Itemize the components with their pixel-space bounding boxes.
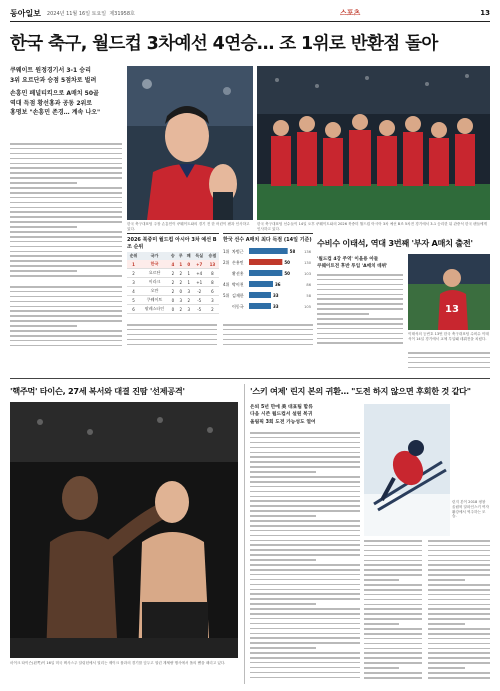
text-line <box>10 301 122 303</box>
story4-body-col1 <box>250 432 360 684</box>
text-line <box>10 143 122 145</box>
text-line <box>250 584 360 586</box>
text-line <box>317 338 403 340</box>
text-line <box>250 442 360 444</box>
story4-subheads: 은퇴 5년 만에 美 대표팀 합류 다음 시즌 월드컵서 설원 복귀 올림픽 3회 도전 가능성도 열어 <box>250 405 316 425</box>
text-line <box>250 491 360 493</box>
svg-text:13: 13 <box>445 304 459 315</box>
text-line <box>317 274 403 276</box>
text-line <box>10 221 122 223</box>
text-line <box>250 574 360 576</box>
col-header: 무 <box>177 252 185 260</box>
text-line <box>10 306 122 308</box>
col-header: 득실 <box>193 252 206 260</box>
scorer-caps: 136 <box>304 250 311 254</box>
text-line <box>364 623 399 625</box>
text-line <box>250 628 360 630</box>
text-line <box>317 333 403 335</box>
lindsey-vonn-photo <box>364 404 450 536</box>
text-line <box>250 623 360 625</box>
text-line <box>250 593 360 595</box>
text-line <box>364 608 422 610</box>
top-rule <box>10 21 490 22</box>
text-line <box>364 633 422 635</box>
scorer-bar <box>249 270 282 276</box>
text-line <box>10 197 122 199</box>
text-line <box>428 628 490 630</box>
lead-subheads <box>10 66 122 118</box>
text-line <box>10 325 77 327</box>
scorer-bar <box>249 303 271 309</box>
tyson-photo-caption: 마이크 타이슨(왼쪽)이 16일 미국 텍사스주 알링턴에서 열리는 제이크 폴과의 경기를 앞두고 열린 계체량 행사에서 폴의 뺨을 때리고 있다. <box>10 661 226 665</box>
text-line <box>10 172 122 174</box>
text-line <box>364 662 422 664</box>
text-line <box>317 313 369 315</box>
col-header: 승점 <box>206 252 219 260</box>
text-line <box>317 328 403 330</box>
masthead <box>10 6 490 20</box>
text-line <box>364 613 422 615</box>
text-line <box>364 594 422 596</box>
text-line <box>364 677 422 679</box>
text-line <box>250 544 360 546</box>
text-line <box>223 344 313 346</box>
text-line <box>250 471 316 473</box>
text-line <box>428 569 490 571</box>
table-row: 6 팔레스타인 0 2 3 -5 2 <box>127 305 219 314</box>
scorer-goals: 50 <box>284 260 290 265</box>
subhead: 손흥민 페널티킥으로 A매치 50골 <box>10 90 99 98</box>
text-line <box>428 560 490 562</box>
text-line <box>10 315 122 317</box>
scorer-rank: 5위 <box>223 293 230 298</box>
text-line <box>10 153 122 155</box>
scorer-caps: 58 <box>306 294 311 298</box>
subhead: 홍명보 "손흥민 존경… 계속 나오" <box>10 109 101 117</box>
text-line <box>364 574 422 576</box>
text-line <box>428 550 490 552</box>
story4-headline: '스키 여제' 린지 본의 귀환… "도전 하지 않으면 후회한 것 같다" <box>250 386 471 396</box>
text-line <box>428 623 465 625</box>
text-line <box>250 579 360 581</box>
text-line <box>250 662 360 664</box>
table-row: 4 오만 2 0 3 -2 6 <box>127 287 219 296</box>
scorer-rank: 2위 <box>223 260 230 265</box>
col-header: 패 <box>185 252 193 260</box>
text-line <box>317 323 403 325</box>
newspaper-name: 동아일보 <box>10 7 41 18</box>
text-line <box>428 643 490 645</box>
text-line <box>250 437 360 439</box>
story3-headline: '핵주먹' 타이슨, 27세 복서와 대결 진땀 '선제공격' <box>10 386 185 396</box>
table-row: 1 한국 4 1 0 +7 13 <box>127 260 219 269</box>
scorer-name: 박이천 <box>232 282 244 287</box>
text-line <box>317 284 403 286</box>
text-line <box>408 362 490 364</box>
issue-date: 2024년 11월 16일 토요일 제31958호 <box>46 10 135 17</box>
text-line <box>408 352 490 354</box>
text-line <box>250 496 360 498</box>
text-line <box>10 231 122 233</box>
table-row: 3 이라크 2 2 1 +1 8 <box>127 278 219 287</box>
scorer-caps: 130 <box>304 261 311 265</box>
scorer-caps: 86 <box>306 283 311 287</box>
text-line <box>250 608 360 610</box>
text-line <box>250 589 360 591</box>
scorer-bar <box>249 292 271 298</box>
vonn-photo-caption: 린지 본이 2018 평창 올림픽 알파인스키 여자 활강에서 역주하는 모습. <box>452 500 489 519</box>
text-line <box>317 318 403 320</box>
text-line <box>250 530 360 532</box>
text-line <box>428 574 490 576</box>
text-line <box>364 618 422 620</box>
scorer-caps: 105 <box>304 305 311 309</box>
scorer-caps: 103 <box>304 272 311 276</box>
text-line <box>250 677 360 679</box>
story2-subheads: '월드컵 4강 주역' 이을용 아들 쿠웨이트전 후반 투입 'A매치 데뷔' <box>317 257 388 269</box>
text-line <box>250 456 360 458</box>
text-line <box>250 652 360 654</box>
text-line <box>428 638 490 640</box>
text-line <box>127 339 217 341</box>
text-line <box>250 554 360 556</box>
text-line <box>10 291 122 293</box>
text-line <box>127 324 217 326</box>
text-line <box>10 187 122 189</box>
scorer-goals: 58 <box>289 249 296 254</box>
scorer-name: 이동국 <box>232 304 244 309</box>
text-line <box>10 260 122 262</box>
text-line <box>10 202 122 204</box>
text-line <box>428 604 490 606</box>
son-photo-caption: 한국 축구대표팀 주장 손흥민이 쿠웨이트와의 경기 전 한 어린이 팬과 인사하고 있다. <box>127 222 250 231</box>
text-line <box>428 599 490 601</box>
text-line <box>10 255 122 257</box>
story2-body <box>317 274 403 350</box>
text-line <box>364 672 422 674</box>
text-line <box>250 647 316 649</box>
text-line <box>250 618 360 620</box>
text-line <box>428 648 490 650</box>
text-line <box>428 667 465 669</box>
text-line <box>428 564 490 566</box>
text-line <box>250 637 360 639</box>
text-line <box>428 608 490 610</box>
text-line <box>364 648 422 650</box>
table-row: 5 쿠웨이트 0 3 2 -5 3 <box>127 296 219 305</box>
standings-table <box>127 233 219 314</box>
text-line <box>317 298 403 300</box>
text-line <box>127 344 217 346</box>
column-divider <box>244 384 245 684</box>
section-label: 스포츠 <box>339 9 361 17</box>
text-line <box>250 515 316 517</box>
team-photo-caption: 한국 축구대표팀 선수들이 14일 오후 쿠웨이트와의 2026 북중미 월드컵 아시아 3차 예선 B조 5차전 경기에서 3-1 승리한 뒤 관중석 한국 팬들에게 인사하고 있다. <box>257 222 487 231</box>
text-line <box>10 211 122 213</box>
text-line <box>250 535 360 537</box>
text-line <box>250 500 360 502</box>
text-line <box>428 579 465 581</box>
text-line <box>250 603 316 605</box>
scorer-bar <box>249 259 282 265</box>
text-line <box>10 182 77 184</box>
text-line <box>10 241 122 243</box>
text-line <box>428 589 490 591</box>
text-line <box>364 564 422 566</box>
text-line <box>250 461 360 463</box>
text-line <box>317 308 403 310</box>
text-line <box>223 339 313 341</box>
text-line <box>10 246 122 248</box>
text-line <box>364 628 422 630</box>
text-line <box>428 540 490 542</box>
table-row: 2 요르단 2 2 1 +4 8 <box>127 269 219 278</box>
scorer-bar <box>249 248 288 254</box>
story2-body2 <box>408 352 490 372</box>
scorer-goals: 50 <box>284 271 290 276</box>
scorer-goals: 33 <box>273 293 279 298</box>
text-line <box>428 672 490 674</box>
team-celebration-photo <box>257 66 490 220</box>
text-line <box>250 657 360 659</box>
text-line <box>364 555 422 557</box>
text-line <box>428 657 490 659</box>
text-line <box>250 486 360 488</box>
text-line <box>10 163 122 165</box>
text-line <box>10 270 77 272</box>
text-line <box>364 667 399 669</box>
text-line <box>364 569 422 571</box>
text-line <box>10 320 122 322</box>
text-line <box>250 505 360 507</box>
text-line <box>317 303 403 305</box>
text-line <box>10 275 122 277</box>
col-header: 순위 <box>127 252 140 260</box>
col-header: 국가 <box>140 252 169 260</box>
text-line <box>250 525 360 527</box>
scorer-rank: 4위 <box>223 282 230 287</box>
text-line <box>364 550 422 552</box>
text-line <box>10 158 122 160</box>
son-heungmin-photo <box>127 66 253 220</box>
col-header: 승 <box>169 252 177 260</box>
scorer-goals: 36 <box>275 282 281 287</box>
text-line <box>250 452 360 454</box>
text-line <box>10 177 122 179</box>
text-line <box>250 549 360 551</box>
text-line <box>364 657 422 659</box>
text-line <box>250 520 360 522</box>
lead-body-col4 <box>223 324 313 350</box>
text-line <box>10 216 122 218</box>
scorer-bar <box>249 281 273 287</box>
text-line <box>10 167 122 169</box>
text-line <box>10 265 122 267</box>
text-line <box>428 652 490 654</box>
text-line <box>223 329 313 331</box>
scorer-goals: 33 <box>273 304 279 309</box>
text-line <box>428 677 490 679</box>
text-line <box>250 466 360 468</box>
text-line <box>250 447 360 449</box>
text-line <box>10 251 122 253</box>
text-line <box>364 638 422 640</box>
text-line <box>10 192 122 194</box>
text-line <box>364 604 422 606</box>
text-line <box>428 555 490 557</box>
text-line <box>364 584 422 586</box>
text-line <box>250 598 360 600</box>
lead-body-col2 <box>10 286 122 350</box>
scorer-rank: 1위 <box>223 249 230 254</box>
tyson-weighin-photo <box>10 402 238 658</box>
text-line <box>10 207 122 209</box>
text-line <box>364 540 422 542</box>
standings-title: 2026 북중미 월드컵 아시아 3차 예선 B조 순위 <box>127 237 217 250</box>
story4-body-col3 <box>428 540 490 684</box>
text-line <box>428 584 490 586</box>
text-line <box>250 510 360 512</box>
text-line <box>428 662 490 664</box>
text-line <box>250 672 360 674</box>
text-line <box>10 310 122 312</box>
text-line <box>250 667 360 669</box>
lead-headline: 한국 축구, 월드컵 3차예선 4연승… 조 1위로 반환점 돌아 <box>10 34 438 54</box>
top-scorers-svg <box>223 245 313 315</box>
text-line <box>428 613 490 615</box>
text-line <box>10 296 122 298</box>
text-line <box>317 294 403 296</box>
lead-body-col1 <box>10 143 122 283</box>
text-line <box>428 545 490 547</box>
text-line <box>10 286 122 288</box>
text-line <box>364 545 422 547</box>
text-line <box>317 289 403 291</box>
lee-taeseok-photo <box>408 254 490 330</box>
text-line <box>250 540 360 542</box>
text-line <box>250 481 360 483</box>
text-line <box>250 476 360 478</box>
subhead: 3위 요르단과 승점 5점차로 벌려 <box>10 76 97 84</box>
text-line <box>364 560 422 562</box>
subhead: 역대 득점 황선홍과 공동 2위로 <box>10 99 93 107</box>
subhead: 쿠웨이트 원정경기서 3-1 승리 <box>10 67 91 74</box>
text-line <box>250 564 360 566</box>
text-line <box>250 613 360 615</box>
text-line <box>250 633 360 635</box>
scorer-name: 황선홍 <box>232 271 244 276</box>
text-line <box>317 279 403 281</box>
text-line <box>428 594 490 596</box>
top-scorers-chart <box>223 233 313 321</box>
lead-body-col3 <box>127 324 217 350</box>
text-line <box>10 335 122 337</box>
text-line <box>408 367 490 369</box>
story2-headline: 수비수 이태석, 역대 3번째 '부자 A매치 출전' <box>317 238 473 248</box>
text-line <box>428 618 490 620</box>
text-line <box>364 599 422 601</box>
lee-photo-caption: 이태석의 등번호 13번 한국 축구대표팀 수비수 이태석이 14일 경기에서 교체 투입돼 데뷔전을 치렀다. <box>408 332 489 341</box>
text-line <box>127 329 217 331</box>
text-line <box>428 633 490 635</box>
text-line <box>317 342 403 344</box>
text-line <box>10 330 122 332</box>
text-line <box>250 642 360 644</box>
story4-body-col2 <box>364 540 422 684</box>
text-line <box>408 357 490 359</box>
text-line <box>250 569 360 571</box>
scorer-name: 차범근 <box>232 249 244 254</box>
text-line <box>250 432 360 434</box>
text-line <box>10 236 122 238</box>
text-line <box>223 334 313 336</box>
text-line <box>364 643 422 645</box>
text-line <box>250 559 316 561</box>
scorer-name: 손흥민 <box>232 260 244 265</box>
text-line <box>364 579 399 581</box>
top-scorers-title: 한국 선수 A매치 최다 득점 (14일 기준) <box>223 237 312 243</box>
page-number: 13 <box>480 9 490 17</box>
text-line <box>223 324 313 326</box>
text-line <box>127 334 217 336</box>
text-line <box>10 345 122 347</box>
scorer-name: 김재한 <box>232 293 244 298</box>
text-line <box>364 652 422 654</box>
text-line <box>10 340 122 342</box>
text-line <box>10 148 122 150</box>
section-divider <box>10 378 490 379</box>
text-line <box>10 226 77 228</box>
text-line <box>364 589 422 591</box>
